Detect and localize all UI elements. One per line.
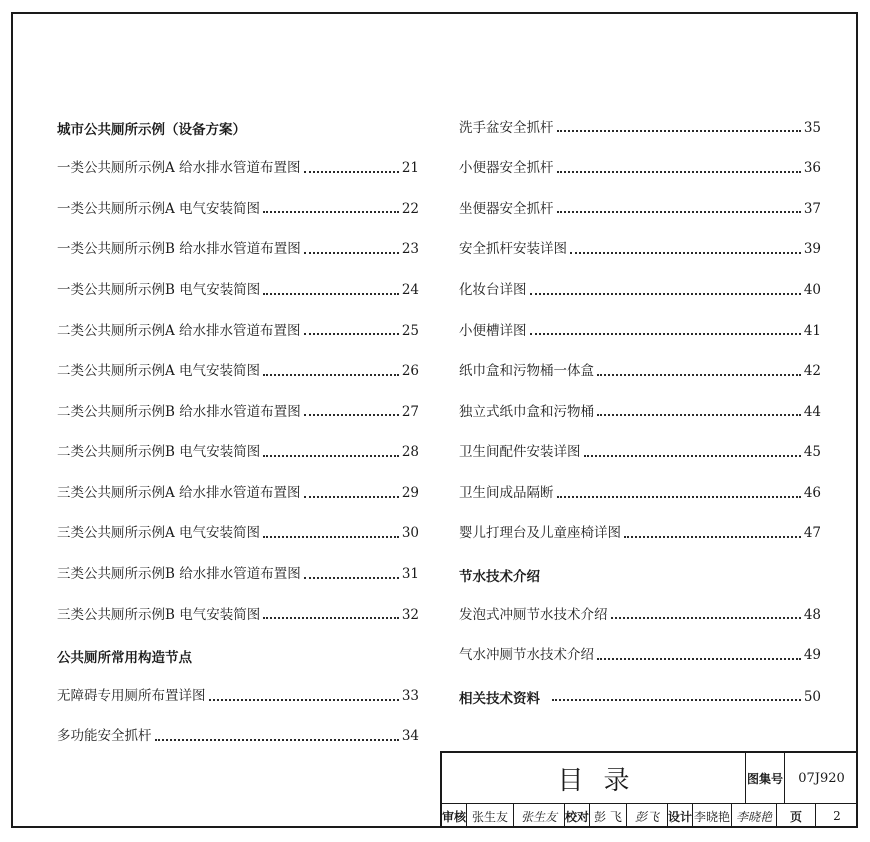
design-name: 李晓艳 (693, 804, 732, 828)
dot-leader (597, 658, 801, 660)
dot-leader (557, 496, 801, 498)
toc-entry-label: 卫生间配件安装详图 (459, 444, 581, 461)
toc-page-number: 34 (401, 728, 419, 745)
signature-row (442, 803, 858, 828)
dot-leader (552, 699, 801, 701)
toc-entry (459, 149, 821, 190)
toc-entry-label: 一类公共厕所示例B 电气安装简图 (57, 281, 261, 298)
toc-entry-label: 安全抓杆安装详图 (459, 241, 567, 258)
toc-entry-label: 三类公共厕所示例B 电气安装简图 (57, 606, 261, 623)
dot-leader (570, 252, 801, 254)
dot-leader (557, 211, 801, 213)
section-heading-label: 节水技术介绍 (459, 568, 540, 585)
toc-page-number: 49 (803, 647, 821, 664)
title-block-title: 目录 (442, 753, 746, 803)
toc-entry (57, 149, 419, 190)
dot-leader (263, 211, 399, 213)
toc-entry-label: 卫生间成品隔断 (459, 484, 554, 501)
toc-entry (459, 514, 821, 555)
toc-entry (57, 311, 419, 352)
toc-page-number: 31 (401, 566, 419, 583)
toc-entry (459, 433, 821, 474)
dot-leader (584, 455, 801, 457)
toc-entry (57, 555, 419, 596)
toc-entry-label: 二类公共厕所示例A 电气安装简图 (57, 363, 261, 380)
toc-entry (459, 473, 821, 514)
dot-leader (209, 699, 399, 701)
toc-entry-label: 坐便器安全抓杆 (459, 200, 554, 217)
dot-leader (624, 536, 801, 538)
toc-page-number: 32 (401, 606, 419, 623)
toc-page-number: 40 (803, 281, 821, 298)
dot-leader (597, 414, 801, 416)
toc-entry-label: 二类公共厕所示例B 电气安装简图 (57, 444, 261, 461)
toc-page-number: 37 (803, 200, 821, 217)
toc-section-heading (57, 108, 419, 149)
toc-page-number: 24 (401, 281, 419, 298)
toc-page-number: 30 (401, 525, 419, 542)
section-heading-label: 城市公共厕所示例（设备方案） (57, 122, 246, 139)
toc-entry (57, 230, 419, 271)
toc-page-number: 28 (401, 444, 419, 461)
design-label: 设计 (668, 804, 693, 828)
toc-page-number: 35 (803, 119, 821, 136)
toc-entry (459, 636, 821, 677)
toc-entry-label: 一类公共厕所示例A 给水排水管道布置图 (57, 160, 301, 177)
toc-entry-label: 化妆台详图 (459, 281, 527, 298)
toc-entry (57, 392, 419, 433)
toc-entry (57, 189, 419, 230)
dot-leader (155, 739, 399, 741)
toc-entry (459, 108, 821, 149)
page-number: 2 (833, 809, 841, 823)
dot-leader (530, 333, 801, 335)
toc-page-number: 36 (803, 160, 821, 177)
toc-page-number: 39 (803, 241, 821, 258)
toc-page-number: 42 (803, 363, 821, 380)
toc-entry-label: 三类公共厕所示例A 给水排水管道布置图 (57, 484, 301, 501)
toc-entry-label: 气水冲厕节水技术介绍 (459, 647, 594, 664)
review-label: 审核 (442, 804, 467, 828)
toc-entry (57, 270, 419, 311)
toc-entry (459, 230, 821, 271)
toc-entry-label: 二类公共厕所示例B 给水排水管道布置图 (57, 403, 301, 420)
toc-entry (57, 514, 419, 555)
toc-left-column (57, 108, 419, 758)
toc-entry-label: 纸巾盒和污物桶一体盒 (459, 363, 594, 380)
toc-entry-label: 三类公共厕所示例B 给水排水管道布置图 (57, 566, 301, 583)
review-signature: 张生友 (514, 804, 565, 828)
toc-page-number: 50 (803, 688, 821, 705)
toc-entry-label: 一类公共厕所示例B 给水排水管道布置图 (57, 241, 301, 258)
toc-page-number: 33 (401, 687, 419, 704)
dot-leader (304, 414, 399, 416)
section-heading-label: 公共厕所常用构造节点 (57, 650, 192, 667)
dot-leader (611, 617, 801, 619)
title-block (440, 751, 858, 828)
toc-entry (459, 311, 821, 352)
toc-page-number: 47 (803, 525, 821, 542)
check-signature: 彭飞 (627, 804, 668, 828)
toc-page-number: 26 (401, 363, 419, 380)
toc-page-number: 21 (401, 160, 419, 177)
toc-entry-label: 独立式纸巾盒和污物桶 (459, 403, 594, 420)
toc-entry-label: 一类公共厕所示例A 电气安装简图 (57, 200, 261, 217)
toc-entry-label: 小便槽详图 (459, 322, 527, 339)
dot-leader (304, 252, 399, 254)
toc-entry-label: 二类公共厕所示例A 给水排水管道布置图 (57, 322, 301, 339)
toc-entry (57, 717, 419, 758)
toc-section-heading (459, 555, 821, 596)
toc-entry-label: 多功能安全抓杆 (57, 728, 152, 745)
dot-leader (530, 293, 801, 295)
toc-page-number: 25 (401, 322, 419, 339)
dot-leader (263, 293, 399, 295)
toc-entry (459, 352, 821, 393)
dot-leader (597, 374, 801, 376)
toc-entry (459, 595, 821, 636)
dot-leader (304, 577, 399, 579)
toc-entry-label: 三类公共厕所示例A 电气安装简图 (57, 525, 261, 542)
design-signature: 李晓艳 (732, 804, 777, 828)
toc-entry (459, 189, 821, 230)
atlas-number-value: 07J920 (798, 770, 845, 786)
check-label: 校对 (565, 804, 590, 828)
toc-entry (459, 392, 821, 433)
dot-leader (263, 536, 399, 538)
toc-page-number: 23 (401, 241, 419, 258)
atlas-number-label: 图集号 (746, 753, 785, 803)
toc-page-number: 44 (803, 403, 821, 420)
toc-page-number: 48 (803, 606, 821, 623)
page-label: 页 (777, 804, 816, 828)
dot-leader (304, 171, 399, 173)
toc-entry-label: 相关技术资料 (459, 690, 540, 707)
toc-entry-label: 小便器安全抓杆 (459, 160, 554, 177)
toc-entry (57, 595, 419, 636)
toc-page-number: 27 (401, 403, 419, 420)
dot-leader (263, 617, 399, 619)
dot-leader (557, 130, 801, 132)
toc-right-column (459, 108, 821, 717)
toc-entry (459, 270, 821, 311)
toc-entry (57, 352, 419, 393)
toc-entry-label: 无障碍专用厕所布置详图 (57, 687, 206, 704)
check-name: 彭 飞 (590, 804, 627, 828)
dot-leader (304, 496, 399, 498)
toc-entry (57, 473, 419, 514)
toc-entry-label: 婴儿打理台及儿童座椅详图 (459, 525, 621, 542)
toc-entry (57, 676, 419, 717)
toc-section-heading (57, 636, 419, 677)
toc-entry (57, 433, 419, 474)
review-name: 张生友 (467, 804, 514, 828)
toc-page-number: 45 (803, 444, 821, 461)
toc-page-number: 22 (401, 200, 419, 217)
dot-leader (263, 374, 399, 376)
dot-leader (557, 171, 801, 173)
toc-page-number: 29 (401, 484, 419, 501)
dot-leader (263, 455, 399, 457)
toc-entry-label: 发泡式冲厕节水技术介绍 (459, 606, 608, 623)
toc-section-heading (459, 676, 821, 717)
toc-page-number: 46 (803, 484, 821, 501)
dot-leader (304, 333, 399, 335)
toc-page-number: 41 (803, 322, 821, 339)
toc-entry-label: 洗手盆安全抓杆 (459, 119, 554, 136)
